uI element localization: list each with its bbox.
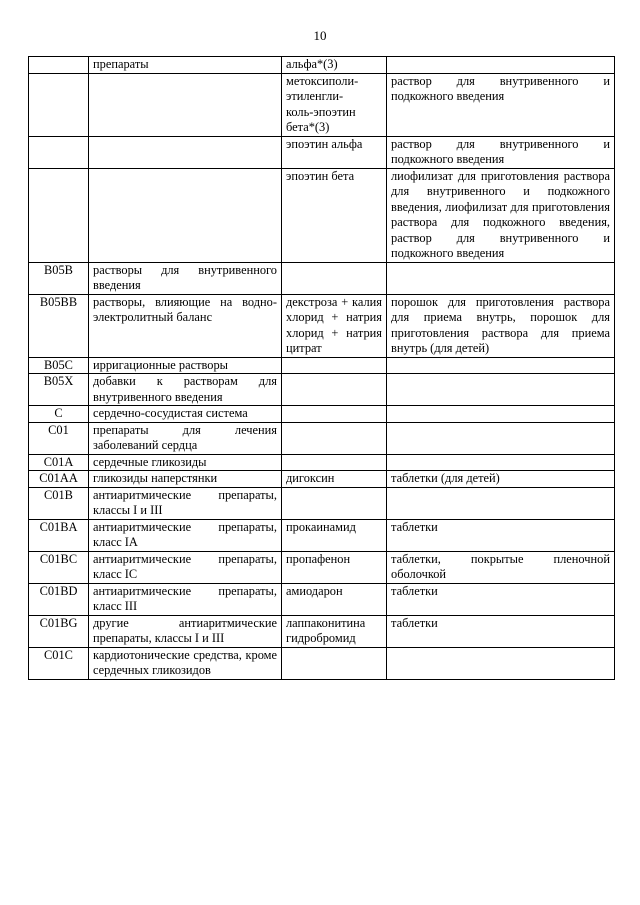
substance-cell: пропафенон [282,551,387,583]
table-row [29,262,615,294]
dosage-form-cell [387,487,615,519]
atc-code-cell [29,57,89,74]
group-name-cell [89,168,282,262]
table-row [29,357,615,374]
atc-code-cell: B05B [29,262,89,294]
group-name-cell: сердечно-сосудистая система [89,406,282,423]
substance-cell [282,422,387,454]
dosage-form-cell: раствор для внутривенного и подкожного введения [387,136,615,168]
atc-code-cell [29,136,89,168]
table-row [29,583,615,615]
substance-cell: альфа*(3) [282,57,387,74]
dosage-form-cell: порошок для приготовления раствора для приема внутрь, порошок для приготовления раствора для приема внутрь (для детей) [387,294,615,357]
atc-code-cell: C01AA [29,471,89,488]
table-row [29,551,615,583]
atc-code-cell: C01BA [29,519,89,551]
group-name-cell: антиаритмические препараты, класс IC [89,551,282,583]
atc-code-cell: B05BB [29,294,89,357]
group-name-cell: гликозиды наперстянки [89,471,282,488]
group-name-cell: сердечные гликозиды [89,454,282,471]
atc-code-cell: C01B [29,487,89,519]
substance-cell: дигоксин [282,471,387,488]
atc-code-cell: C01A [29,454,89,471]
atc-code-cell: C01BG [29,615,89,647]
substance-cell: эпоэтин альфа [282,136,387,168]
substance-cell: метоксиполи- этиленгли- коль-эпоэтин бета*(3) [282,73,387,136]
atc-code-cell: B05C [29,357,89,374]
group-name-cell: антиаритмические препараты, класс III [89,583,282,615]
table-row [29,471,615,488]
substance-cell [282,357,387,374]
dosage-form-cell [387,454,615,471]
group-name-cell: препараты для лечения заболеваний сердца [89,422,282,454]
dosage-form-cell [387,262,615,294]
group-name-cell: растворы, влияющие на водно-электролитный баланс [89,294,282,357]
dosage-form-cell [387,57,615,74]
dosage-form-cell: таблетки [387,583,615,615]
table-row [29,615,615,647]
atc-code-cell: C01BC [29,551,89,583]
table-row [29,57,615,74]
group-name-cell: растворы для внутривенного введения [89,262,282,294]
dosage-form-cell: лиофилизат для приготовления раствора для внутривенного и подкожного введения, лиофилизат для приготовления раствора для подкожного введения, раствор для внутривенного и подкожного введения [387,168,615,262]
group-name-cell [89,136,282,168]
table-row [29,136,615,168]
substance-cell [282,406,387,423]
substance-cell: декстроза + калия хлорид + натрия хлорид + натрия цитрат [282,294,387,357]
dosage-form-cell: таблетки (для детей) [387,471,615,488]
dosage-form-cell: таблетки [387,519,615,551]
group-name-cell: антиаритмические препараты, классы I и III [89,487,282,519]
atc-code-cell [29,73,89,136]
atc-code-cell: C [29,406,89,423]
table-row [29,647,615,679]
dosage-form-cell [387,374,615,406]
substance-cell [282,647,387,679]
substance-cell [282,454,387,471]
dosage-form-cell: таблетки [387,615,615,647]
atc-code-cell: C01 [29,422,89,454]
table-row [29,454,615,471]
medication-table [28,56,615,680]
substance-cell [282,374,387,406]
table-row [29,168,615,262]
table-row [29,294,615,357]
dosage-form-cell [387,406,615,423]
atc-code-cell: C01C [29,647,89,679]
dosage-form-cell [387,422,615,454]
table-row [29,422,615,454]
dosage-form-cell [387,357,615,374]
table-row [29,374,615,406]
dosage-form-cell: таблетки, покрытые пленочной оболочкой [387,551,615,583]
group-name-cell: добавки к растворам для внутривенного введения [89,374,282,406]
group-name-cell: другие антиаритмические препараты, классы I и III [89,615,282,647]
atc-code-cell: B05X [29,374,89,406]
dosage-form-cell [387,647,615,679]
table-row [29,519,615,551]
dosage-form-cell: раствор для внутривенного и подкожного введения [387,73,615,136]
substance-cell: лаппаконитина гидробромид [282,615,387,647]
group-name-cell: антиаритмические препараты, класс IA [89,519,282,551]
substance-cell: амиодарон [282,583,387,615]
table-row [29,73,615,136]
table-row [29,487,615,519]
group-name-cell: препараты [89,57,282,74]
atc-code-cell: C01BD [29,583,89,615]
group-name-cell: кардиотонические средства, кроме сердечных гликозидов [89,647,282,679]
group-name-cell [89,73,282,136]
substance-cell: прокаинамид [282,519,387,551]
page-number: 10 [313,28,327,43]
substance-cell [282,487,387,519]
atc-code-cell [29,168,89,262]
group-name-cell: ирригационные растворы [89,357,282,374]
table-row [29,406,615,423]
substance-cell [282,262,387,294]
substance-cell: эпоэтин бета [282,168,387,262]
